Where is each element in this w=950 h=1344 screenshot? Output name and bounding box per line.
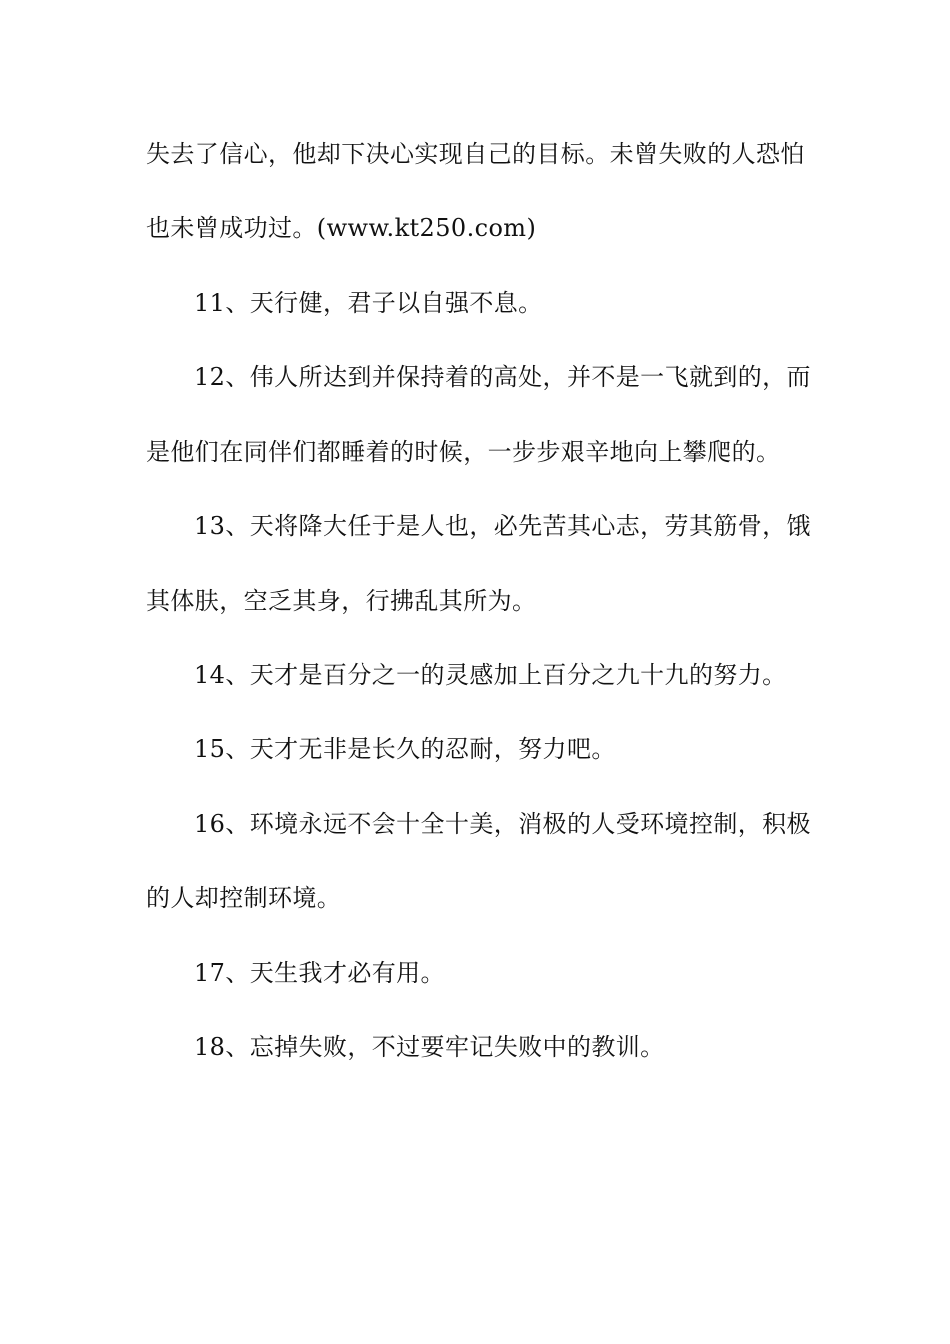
quote-18: 18、忘掉失败，不过要牢记失败中的教训。: [194, 1033, 665, 1061]
text-line: 的人却控制环境。: [146, 884, 342, 912]
quote-11: 11、天行健，君子以自强不息。: [194, 289, 543, 317]
quote-14: 14、天才是百分之一的灵感加上百分之九十九的努力。: [194, 661, 787, 689]
quote-13: 13、天将降大任于是人也，必先苦其心志，劳其筋骨，饿: [194, 512, 811, 540]
text-line: 其体肤，空乏其身，行拂乱其所为。: [146, 587, 537, 615]
text-line: 失去了信心，他却下决心实现自己的目标。未曾失败的人恐怕: [146, 140, 805, 168]
quote-16: 16、环境永远不会十全十美，消极的人受环境控制，积极: [194, 810, 811, 838]
quote-12: 12、伟人所达到并保持着的高处，并不是一飞就到的，而: [194, 363, 811, 391]
text-line: 是他们在同伴们都睡着的时候，一步步艰辛地向上攀爬的。: [146, 438, 781, 466]
text-line: 也未曾成功过。(www.kt250.com): [146, 214, 537, 242]
quote-17: 17、天生我才必有用。: [194, 959, 445, 987]
quote-15: 15、天才无非是长久的忍耐，努力吧。: [194, 735, 616, 763]
